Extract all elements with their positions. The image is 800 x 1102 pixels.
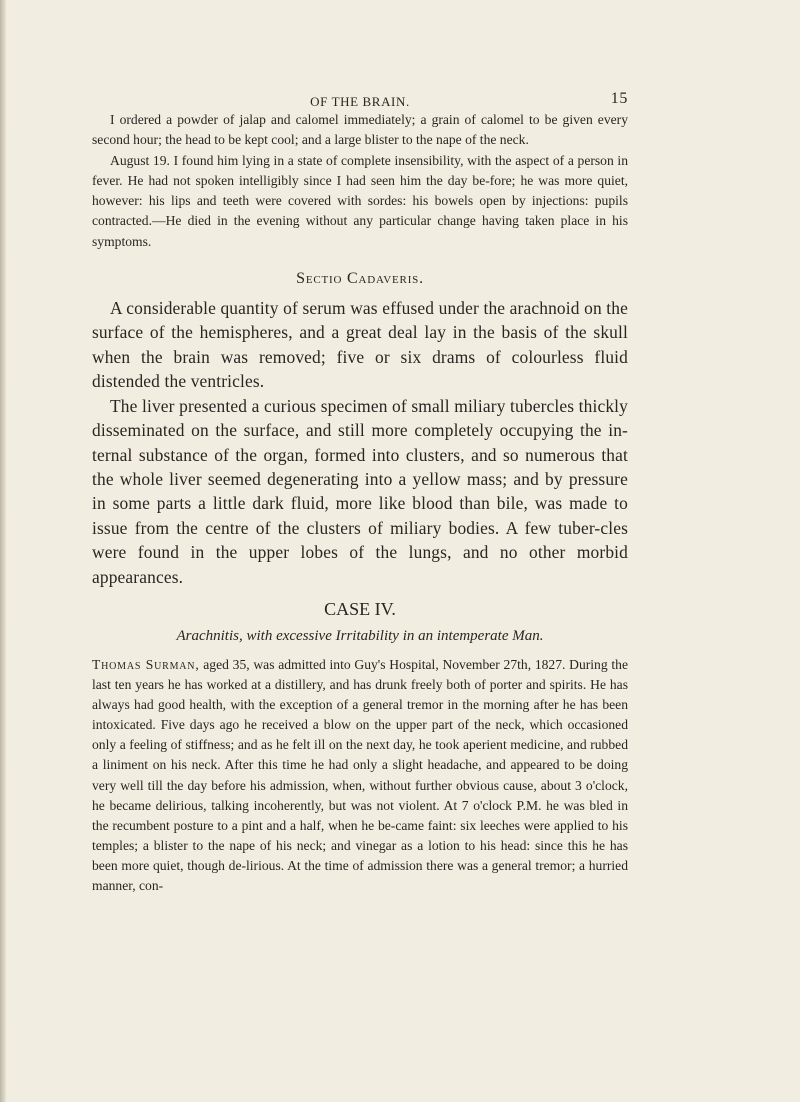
paragraph-liver: The liver presented a curious specimen of small miliary tubercles thickly disseminated on the surface, and still more completely occupying the in-ternal substance of the organ, formed into clusters, and so numerous that the whole liver seemed degenerating into a yellow mass; and by pressure in some parts a little dark fluid, more like blood than bile, was made to issue from the centre of the clusters of miliary bodies. A few tuber-cles were found in the upper lobes of the lungs, and no other morbid appearances.	[92, 395, 629, 587]
page-spine-shadow	[0, 0, 6, 1102]
case-iv-body	[92, 655, 628, 896]
running-head-title: OF THE BRAIN.	[310, 94, 410, 109]
case-history-continued	[92, 110, 628, 252]
running-head	[92, 88, 628, 110]
paragraph-august-19: August 19. I found him lying in a state of complete insensibility, with the aspect of a person in fever. He had not spoken intelligibly since I had seen him the day be-fore; he was more quiet, however: his lips and teeth were covered with sordes: his bowels open by injections: pupils contracted.—He died in the evening without any particular change having taken place in his symptoms.	[92, 152, 628, 249]
section-heading-sectio-cadaveris: Sectio Cadaveris.	[296, 270, 424, 288]
paragraph-case-iv	[92, 655, 628, 896]
paragraph-case-iv-text: aged 35, was admitted into Guy's Hospital, November 27th, 1827. During the last ten years he has worked at a distillery, and has drunk freely both of porter and spirits. He has always had good health, with the exception of a general tremor in the morning after he has been intoxicated. Five days ago he received a blow on the upper part of the neck, which occasioned only a feeling of stiffness; and as he felt ill on the next day, he took aperient medicine, and rubbed a liniment on his neck. After this time he had only a slight headache, and appeared to be doing very well till the day before his admission, when, without further obvious cause, about 3 o'clock, he became delirious, talking incoherently, but was not violent. At 7 o'clock P.M. he was bled in the recumbent posture to a pint and a half, when he be-came faint: six leeches were applied to his temples; a blister to the nape of his neck; and vinegar as a lotion to his head: since this he has been more quiet, though de-lirious. At the time of admission there was a general tremor; a hurried manner, con-	[92, 656, 628, 893]
sectio-cadaveris-body	[92, 296, 628, 589]
case-heading: CASE IV.	[324, 598, 396, 619]
page-number: 15	[610, 90, 628, 107]
paragraph-treatment: I ordered a powder of jalap and calomel immediately; a grain of calomel to be given every second hour; the head to be kept cool; and a large blister to the nape of the neck.	[92, 112, 628, 148]
book-page	[92, 88, 628, 896]
case-subtitle: Arachnitis, with excessive Irritability in an intemperate Man.	[176, 627, 544, 644]
patient-name: Thomas Surman,	[92, 656, 200, 672]
paragraph-serum: A considerable quantity of serum was effused under the arachnoid on the surface of the hemispheres, and a great deal lay in the basis of the skull when the brain was removed; five or six drams of colourless fluid distended the ventricles.	[92, 298, 628, 392]
